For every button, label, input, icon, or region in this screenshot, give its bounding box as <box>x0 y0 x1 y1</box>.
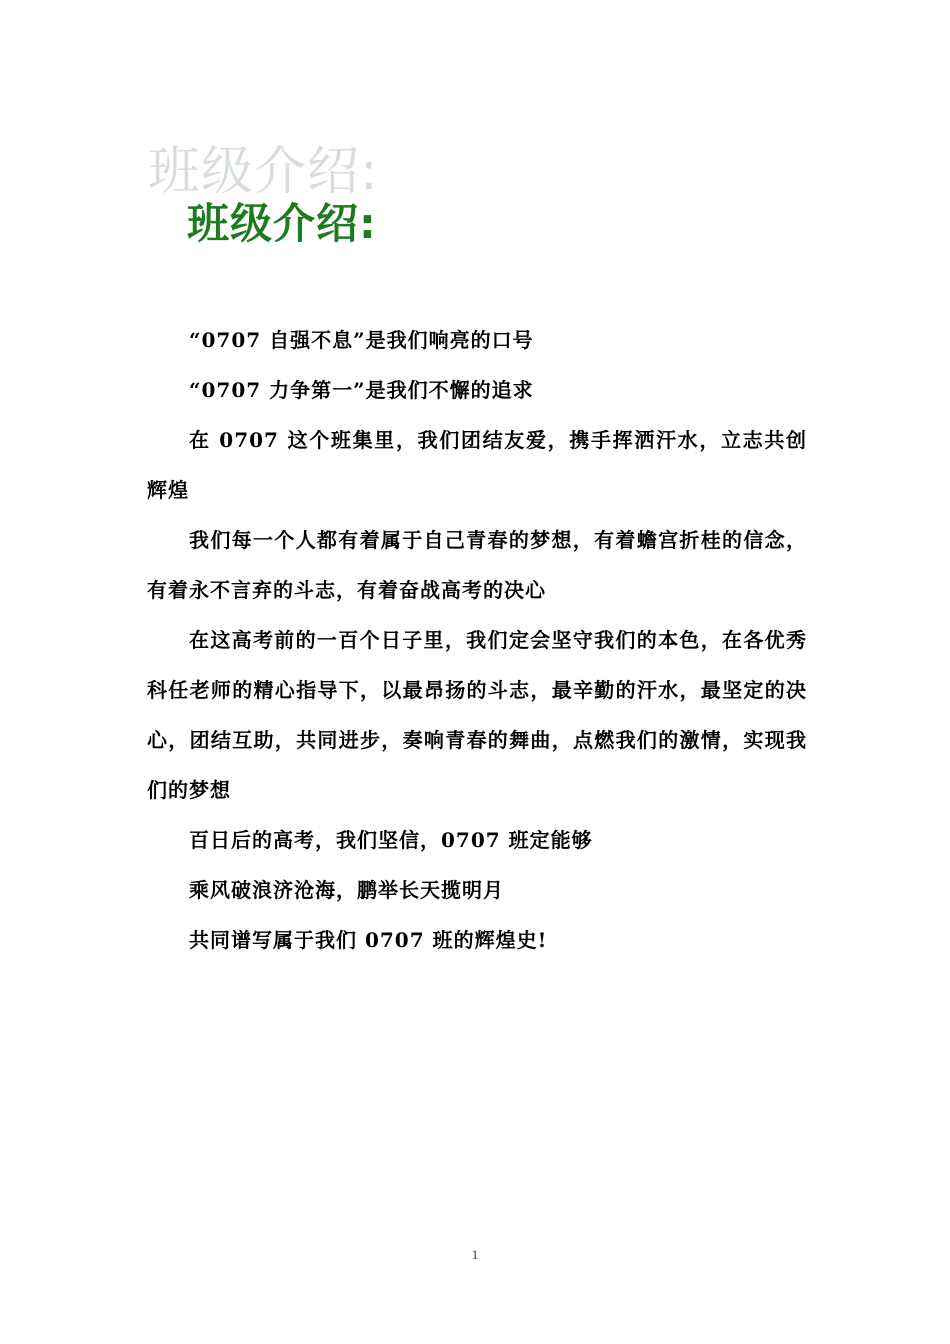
paragraph-7: 乘风破浪济沧海，鹏举长天揽明月 <box>189 878 504 902</box>
paragraph-3: 在 0707 这个班集里，我们团结友爱，携手挥洒汗水，立志共创辉煌 <box>147 428 807 502</box>
paragraph-2: “0707 力争第一”是我们不懈的追求 <box>189 378 534 402</box>
page-number: 1 <box>471 1247 479 1262</box>
title-shadow: 班级介绍: <box>148 142 379 202</box>
paragraph-5: 在这高考前的一百个日子里，我们定会坚守我们的本色，在各优秀科任老师的精心指导下，以最昂扬的斗志，最辛勤的汗水，最坚定的决心，团结互助，共同进步，奏响青春的舞曲，点燃我们的激情，实现我们的梦想 <box>147 628 807 802</box>
paragraph-8: 共同谱写属于我们 0707 班的辉煌史! <box>189 928 548 952</box>
paragraph-6: 百日后的高考，我们坚信，0707 班定能够 <box>189 828 593 852</box>
paragraph-1: “0707 自强不息”是我们响亮的口号 <box>189 328 534 352</box>
page-title: 班级介绍: <box>187 199 377 248</box>
document-body <box>147 315 807 965</box>
paragraph-4: 我们每一个人都有着属于自己青春的梦想，有着蟾宫折桂的信念，有着永不言弃的斗志，有着奋战高考的决心 <box>147 528 807 602</box>
